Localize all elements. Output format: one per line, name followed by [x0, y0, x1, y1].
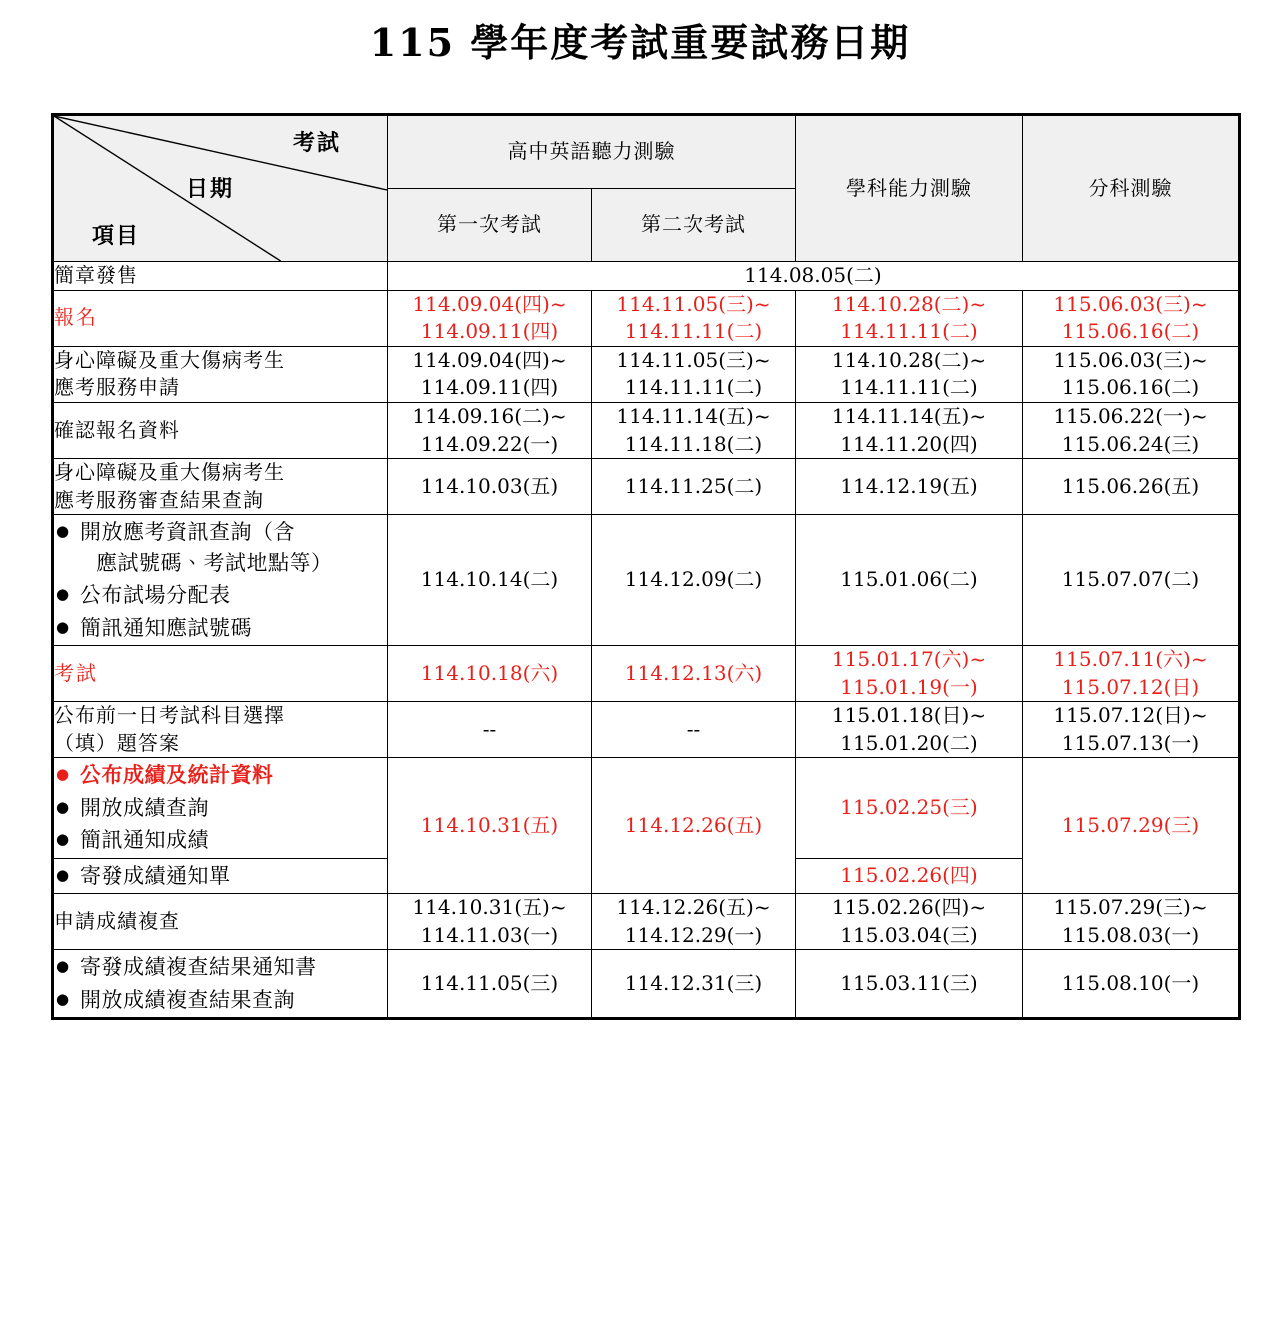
bullet-text-continued: 應試號碼、考試地點等） — [96, 550, 333, 575]
cell-confirm-listening2 — [592, 402, 796, 458]
date-line: 114.09.04(四)~ — [412, 347, 567, 372]
cell-confirm-listening1 — [388, 402, 592, 458]
row-label-answer-key — [53, 702, 388, 758]
row-label-recheck-result — [53, 950, 388, 1019]
date-line: 114.11.14(五)~ — [831, 403, 987, 428]
header-corner-cell — [53, 115, 388, 262]
date-line: 115.06.03(三)~ — [1053, 291, 1208, 316]
cell-recheck-result-ast: 115.08.10(一) — [1023, 950, 1240, 1019]
date-line: 114.10.28(二)~ — [831, 291, 987, 316]
date-line: 115.01.19(一) — [840, 674, 978, 699]
cell-recheck-result-gsat: 115.03.11(三) — [796, 950, 1023, 1019]
date-line: 114.11.18(二) — [624, 431, 763, 456]
date-line: 114.11.20(四) — [840, 431, 978, 456]
cell-special-apply-ast — [1023, 346, 1240, 402]
table-row — [53, 894, 1240, 950]
cell-brochure-all: 114.08.05(二) — [388, 262, 1240, 291]
table-row — [53, 262, 1240, 291]
cell-special-result-gsat: 114.12.19(五) — [796, 459, 1023, 515]
list-item — [54, 760, 387, 790]
cell-registration-listening1 — [388, 290, 592, 346]
bullet-list — [54, 952, 387, 1015]
date-line: 115.06.16(二) — [1061, 375, 1200, 400]
cell-exam-day-listening1: 114.10.18(六) — [388, 646, 592, 702]
table-row — [53, 950, 1240, 1019]
bullet-text: 寄發成績通知單 — [80, 863, 231, 888]
date-line: 114.11.05(三)~ — [616, 291, 771, 316]
cell-confirm-gsat — [796, 402, 1023, 458]
cell-recheck-result-listening2: 114.12.31(三) — [592, 950, 796, 1019]
header-col-listening-second: 第二次考試 — [592, 189, 796, 262]
header-group-listening: 高中英語聽力測驗 — [388, 115, 796, 189]
header-col-gsat: 學科能力測驗 — [796, 115, 1023, 262]
cell-special-apply-listening1 — [388, 346, 592, 402]
label-line: 應考服務申請 — [54, 375, 180, 400]
bullet-text: 開放應考資訊查詢（含 — [80, 520, 295, 545]
label-line: 應考服務審查結果查詢 — [54, 487, 264, 512]
date-line: 115.06.16(二) — [1061, 319, 1200, 344]
table-header — [53, 115, 1240, 262]
date-line: 115.01.17(六)~ — [831, 647, 987, 672]
cell-special-apply-listening2 — [592, 346, 796, 402]
corner-label-date: 日期 — [186, 176, 235, 202]
label-line: 身心障礙及重大傷病考生 — [54, 460, 285, 485]
bullet-text: 寄發成績複查結果通知書 — [80, 955, 317, 980]
date-line: 114.11.03(一) — [420, 922, 559, 947]
table-row — [53, 459, 1240, 515]
page-title: 115 學年度考試重要試務日期 — [369, 20, 911, 65]
table-row — [53, 290, 1240, 346]
cell-answer-key-ast — [1023, 702, 1240, 758]
label-line: 公布前一日考試科目選擇 — [54, 703, 285, 728]
list-item — [54, 613, 387, 643]
cell-exam-info-listening1: 114.10.14(二) — [388, 515, 592, 646]
cell-score-listening2: 114.12.26(五) — [592, 758, 796, 894]
header-col-ast: 分科測驗 — [1023, 115, 1240, 262]
cell-registration-listening2 — [592, 290, 796, 346]
cell-exam-info-ast: 115.07.07(二) — [1023, 515, 1240, 646]
row-label-recheck-apply: 申請成績複查 — [53, 894, 388, 950]
date-line: 114.09.22(一) — [420, 431, 559, 456]
date-line: 115.07.12(日) — [1061, 674, 1200, 699]
date-line: 114.11.05(三)~ — [616, 347, 771, 372]
date-line: 114.10.28(二)~ — [831, 347, 987, 372]
date-line: 115.02.26(四)~ — [831, 895, 987, 920]
list-item — [54, 861, 387, 891]
list-item — [54, 793, 387, 823]
cell-score-listening1: 114.10.31(五) — [388, 758, 592, 894]
date-line: 114.11.11(二) — [840, 375, 978, 400]
date-line: 115.07.11(六)~ — [1053, 647, 1208, 672]
bullet-text: 開放成績查詢 — [80, 795, 209, 820]
bullet-text: 簡訊通知成績 — [80, 828, 209, 853]
date-line: 115.03.04(三) — [840, 922, 978, 947]
list-item — [54, 985, 387, 1015]
bullet-text: 簡訊通知應試號碼 — [80, 615, 252, 640]
date-line: 114.09.16(二)~ — [412, 403, 567, 428]
cell-answer-key-gsat — [796, 702, 1023, 758]
bullet-text: 開放成績複查結果查詢 — [80, 987, 295, 1012]
date-line: 114.11.11(二) — [624, 319, 763, 344]
cell-score-gsat: 115.02.25(三) — [796, 758, 1023, 858]
cell-exam-day-gsat — [796, 646, 1023, 702]
bullet-list — [54, 760, 387, 855]
label-line: 身心障礙及重大傷病考生 — [54, 347, 285, 372]
row-label-special-service-apply — [53, 346, 388, 402]
bullet-list — [54, 517, 387, 643]
date-line: 114.09.11(四) — [420, 319, 559, 344]
date-line: 114.11.11(二) — [840, 319, 978, 344]
table-row — [53, 702, 1240, 758]
corner-label-exam: 考試 — [292, 130, 341, 156]
exam-schedule-table — [51, 113, 1241, 1020]
header-col-listening-first: 第一次考試 — [388, 189, 592, 262]
cell-special-result-ast: 115.06.26(五) — [1023, 459, 1240, 515]
date-line: 114.10.31(五)~ — [412, 895, 567, 920]
date-line: 115.07.12(日)~ — [1053, 703, 1208, 728]
cell-registration-ast — [1023, 290, 1240, 346]
list-item — [54, 825, 387, 855]
row-label-special-service-result — [53, 459, 388, 515]
cell-score-ast: 115.07.29(三) — [1023, 758, 1240, 894]
cell-exam-info-gsat: 115.01.06(二) — [796, 515, 1023, 646]
cell-recheck-result-listening1: 114.11.05(三) — [388, 950, 592, 1019]
cell-confirm-ast — [1023, 402, 1240, 458]
date-line: 114.12.26(五)~ — [616, 895, 771, 920]
bullet-list — [54, 861, 387, 891]
bullet-text: 公布試場分配表 — [80, 583, 231, 608]
cell-answer-key-listening2: -- — [592, 702, 796, 758]
cell-answer-key-listening1: -- — [388, 702, 592, 758]
label-line: （填）題答案 — [54, 730, 180, 755]
date-line: 114.12.29(一) — [624, 922, 763, 947]
row-label-score-announce — [53, 758, 388, 858]
row-label-exam-info — [53, 515, 388, 646]
cell-recheck-apply-listening2 — [592, 894, 796, 950]
table-row — [53, 646, 1240, 702]
date-line: 115.01.18(日)~ — [831, 703, 987, 728]
cell-recheck-apply-ast — [1023, 894, 1240, 950]
row-label-registration: 報名 — [53, 290, 388, 346]
date-line: 114.11.11(二) — [624, 375, 763, 400]
table-row — [53, 515, 1240, 646]
cell-registration-gsat — [796, 290, 1023, 346]
cell-exam-day-listening2: 114.12.13(六) — [592, 646, 796, 702]
row-label-brochure: 簡章發售 — [53, 262, 388, 291]
list-item — [54, 580, 387, 610]
row-label-exam-day: 考試 — [53, 646, 388, 702]
date-line: 114.11.14(五)~ — [616, 403, 771, 428]
date-line: 114.09.04(四)~ — [412, 291, 567, 316]
schedule-table-wrap — [51, 113, 1238, 1020]
cell-recheck-apply-gsat — [796, 894, 1023, 950]
date-line: 115.07.29(三)~ — [1053, 895, 1208, 920]
list-item — [54, 517, 387, 578]
date-line: 115.06.22(一)~ — [1053, 403, 1208, 428]
row-label-confirm-registration: 確認報名資料 — [53, 402, 388, 458]
table-row — [53, 402, 1240, 458]
date-line: 115.07.13(一) — [1061, 730, 1200, 755]
cell-score-mail-gsat: 115.02.26(四) — [796, 858, 1023, 893]
corner-label-item: 項目 — [92, 222, 141, 249]
table-body — [53, 262, 1240, 1019]
date-line: 115.06.24(三) — [1061, 431, 1200, 456]
date-line: 114.09.11(四) — [420, 375, 559, 400]
list-item — [54, 952, 387, 982]
cell-recheck-apply-listening1 — [388, 894, 592, 950]
cell-exam-day-ast — [1023, 646, 1240, 702]
date-line: 115.08.03(一) — [1061, 922, 1200, 947]
date-line: 115.01.20(二) — [840, 730, 978, 755]
bullet-text: 公布成績及統計資料 — [80, 762, 274, 788]
cell-special-result-listening1: 114.10.03(五) — [388, 459, 592, 515]
table-row — [53, 346, 1240, 402]
row-label-score-mail — [53, 858, 388, 893]
cell-special-result-listening2: 114.11.25(二) — [592, 459, 796, 515]
cell-exam-info-listening2: 114.12.09(二) — [592, 515, 796, 646]
date-line: 115.06.03(三)~ — [1053, 347, 1208, 372]
table-row — [53, 758, 1240, 858]
cell-special-apply-gsat — [796, 346, 1023, 402]
